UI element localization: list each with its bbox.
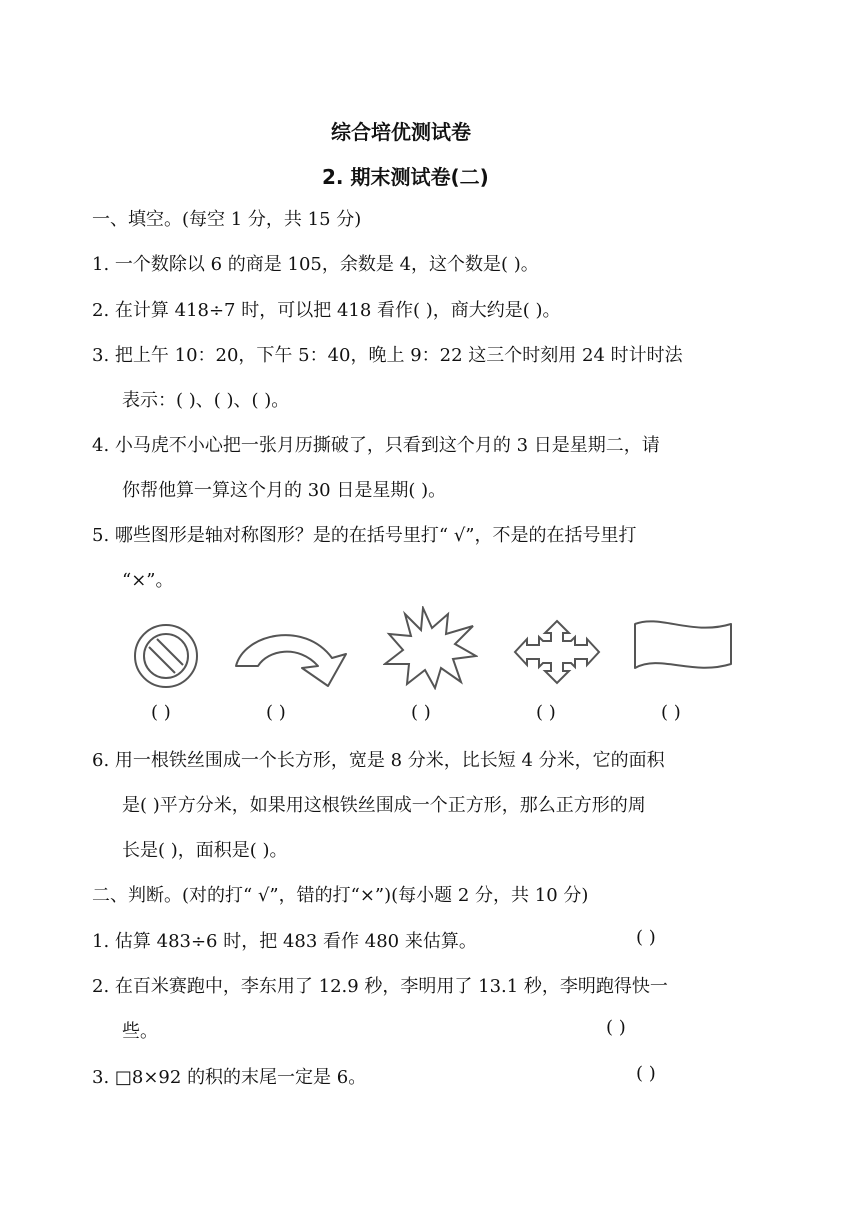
question-1-3-line1: 3. 把上午 10：20，下午 5：40，晚上 9：22 这三个时刻用 24 时计时法 [92,345,683,366]
question-1-5-line1: 5. 哪些图形是轴对称图形？是的在括号里打“ √”，不是的在括号里打 [92,525,637,546]
judge-blank-2[interactable]: ( ) [606,1017,626,1038]
page-subtitle: 2. 期末测试卷(二) [322,165,489,189]
question-1-1: 1. 一个数除以 6 的商是 105，余数是 4，这个数是( )。 [92,254,539,275]
page-title: 综合培优测试卷 [331,120,471,144]
starburst-figure [383,606,478,690]
section1-heading: 一、填空。(每空 1 分，共 15 分) [92,209,362,230]
question-1-5-line2: “×”。 [122,570,174,591]
answer-blank-figure-1[interactable]: ( ) [151,702,171,723]
prohibition-sign-figure [131,621,201,691]
judge-blank-1[interactable]: ( ) [636,927,656,948]
question-2-2-line2: 些。 [122,1021,158,1042]
answer-blank-figure-2[interactable]: ( ) [266,702,286,723]
answer-blank-figure-4[interactable]: ( ) [536,702,556,723]
section2-heading: 二、判断。(对的打“ √”，错的打“×”)(每小题 2 分，共 10 分) [92,885,589,906]
question-1-6-line3: 长是( )，面积是( )。 [122,840,288,861]
answer-blank-figure-5[interactable]: ( ) [661,702,681,723]
wavy-flag-figure [632,618,734,674]
four-way-arrow-figure [513,619,601,685]
question-1-2: 2. 在计算 418÷7 时，可以把 418 看作( )，商大约是( )。 [92,300,561,321]
question-2-2-line1: 2. 在百米赛跑中，李东用了 12.9 秒，李明用了 13.1 秒，李明跑得快一 [92,976,668,997]
question-1-6-line2: 是( )平方分米，如果用这根铁丝围成一个正方形，那么正方形的周 [122,795,646,816]
question-2-3: 3. □8×92 的积的末尾一定是 6。 [92,1067,367,1088]
curved-arrow-figure [232,624,364,690]
question-2-1: 1. 估算 483÷6 时，把 483 看作 480 来估算。 [92,931,477,952]
question-1-3-line2: 表示：( )、( )、( )。 [122,390,290,411]
judge-blank-3[interactable]: ( ) [636,1063,656,1084]
answer-blank-figure-3[interactable]: ( ) [411,702,431,723]
question-1-4-line1: 4. 小马虎不小心把一张月历撕破了，只看到这个月的 3 日是星期二，请 [92,435,660,456]
question-1-6-line1: 6. 用一根铁丝围成一个长方形，宽是 8 分米，比长短 4 分米，它的面积 [92,750,665,771]
question-1-4-line2: 你帮他算一算这个月的 30 日是星期( )。 [122,480,447,501]
